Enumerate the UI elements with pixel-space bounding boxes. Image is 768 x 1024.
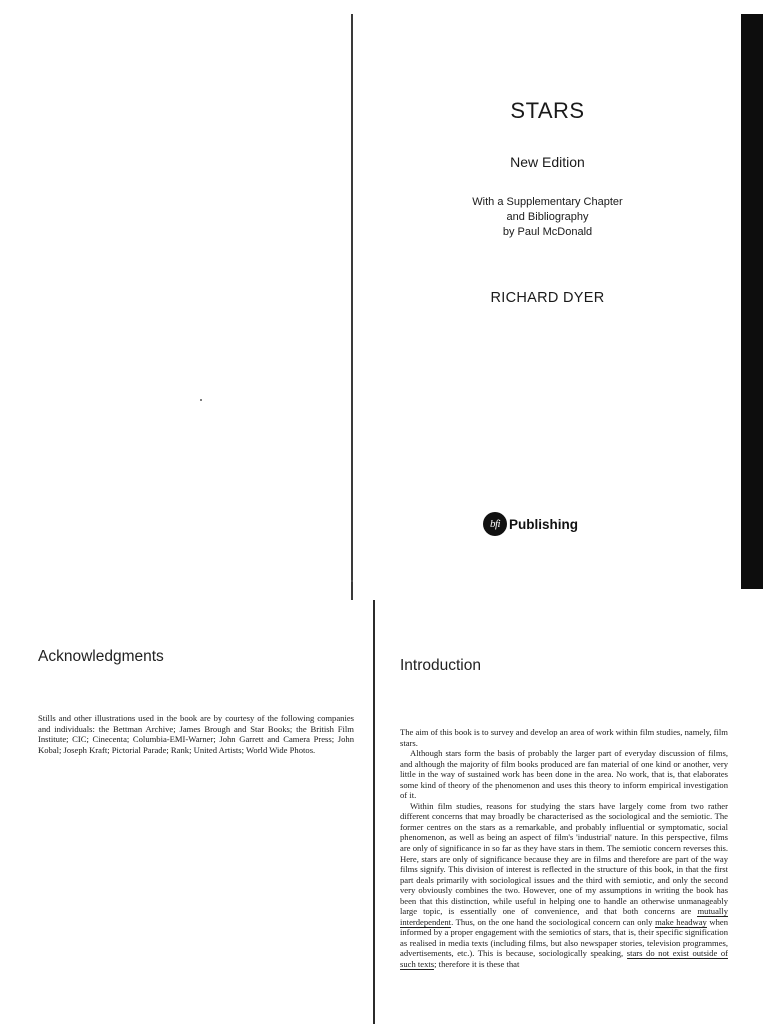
acknowledgments-text: Stills and other illustrations used in the book are by courtesy of the following companies and individuals: the Bettman Archive; James Brough and Star Books; the British Film Institute; CIC; Cinecenta; Columbia-EMI-Warner; John Garrett and Camera Press; John Kobal; Joseph Kraft; Pictorial Parade; Rank; United Artists; World Wide Photos. [38, 713, 354, 755]
underlined-text: stars do not exist outside of such texts [400, 948, 728, 970]
supplement-note [355, 195, 740, 240]
introduction-page [400, 657, 728, 970]
publisher-label: Publishing [509, 516, 578, 532]
page-gutter-top [351, 14, 353, 600]
text-run: ; therefore it is these that [434, 959, 520, 970]
title-page [355, 0, 740, 590]
edition-label: New Edition [510, 154, 585, 170]
scan-speck [351, 580, 353, 582]
bfi-logo-icon: bfi [483, 512, 507, 536]
acknowledgments-heading: Acknowledgments [38, 648, 164, 665]
underlined-text: make headway [655, 916, 707, 927]
scan-edge-shadow [741, 14, 763, 589]
publisher-imprint [483, 512, 578, 536]
book-title: STARS [510, 98, 585, 123]
introduction-heading: Introduction [400, 657, 481, 674]
paragraph: Although stars form the basis of probably the larger part of everyday discussion of films, and although the majority of film books produced are fan material of one kind or another, very little in the way of sustained work has been done in the area. No work, that is, that elaborates some kind of theory of the phenomenon and uses this theory to inform empirical investigation of it. [400, 748, 728, 801]
text-run: . Thus, on the one hand the sociological concern can only [451, 916, 656, 927]
scan-speck [200, 399, 202, 401]
paragraph [400, 801, 728, 970]
acknowledgments-page [38, 648, 356, 755]
author-name: RICHARD DYER [490, 290, 605, 306]
underlined-text: mutually interdependent [400, 906, 728, 927]
introduction-text [400, 727, 728, 970]
supplement-line: and Bibliography [506, 211, 589, 223]
supplement-line: With a Supplementary Chapter [472, 196, 623, 208]
page-gutter-bottom [373, 600, 375, 1024]
supplement-line: by Paul McDonald [502, 226, 593, 238]
paragraph: The aim of this book is to survey and develop an area of work within film studies, namely, film stars. [400, 727, 728, 748]
text-run: Within film studies, reasons for studying the stars have largely come from two rather different concerns that may broadly be characterised as the sociological and the semiotic. The former centres on the stars as a remarkable, and probably influential or symptomatic, social phenomenon, as well as being an aspect of film's 'industrial' nature. In this perspective, films are only of significance in so far as they have stars in them. The semiotic concern reverses this. Here, stars are only of significance because they are in films and therefore are part of the way films signify. This division of interest is reflected in the structure of this book, in that the first part deals primarily with sociological issues and the third with semiotic, and only the second very obviously combines the two. However, one of my assumptions in writing the book has been that this distinction, while useful in helping one to handle an otherwise unmanageably large topic, is essentially one of convenience, and that both concerns are [400, 800, 728, 917]
text-run: when informed by a proper engagement with the semiotics of stars, that is, their specific signification as realised in media texts (including films, but also newspaper stories, television programmes, advertisements, etc.). This is because, sociologically speaking, [400, 916, 728, 959]
